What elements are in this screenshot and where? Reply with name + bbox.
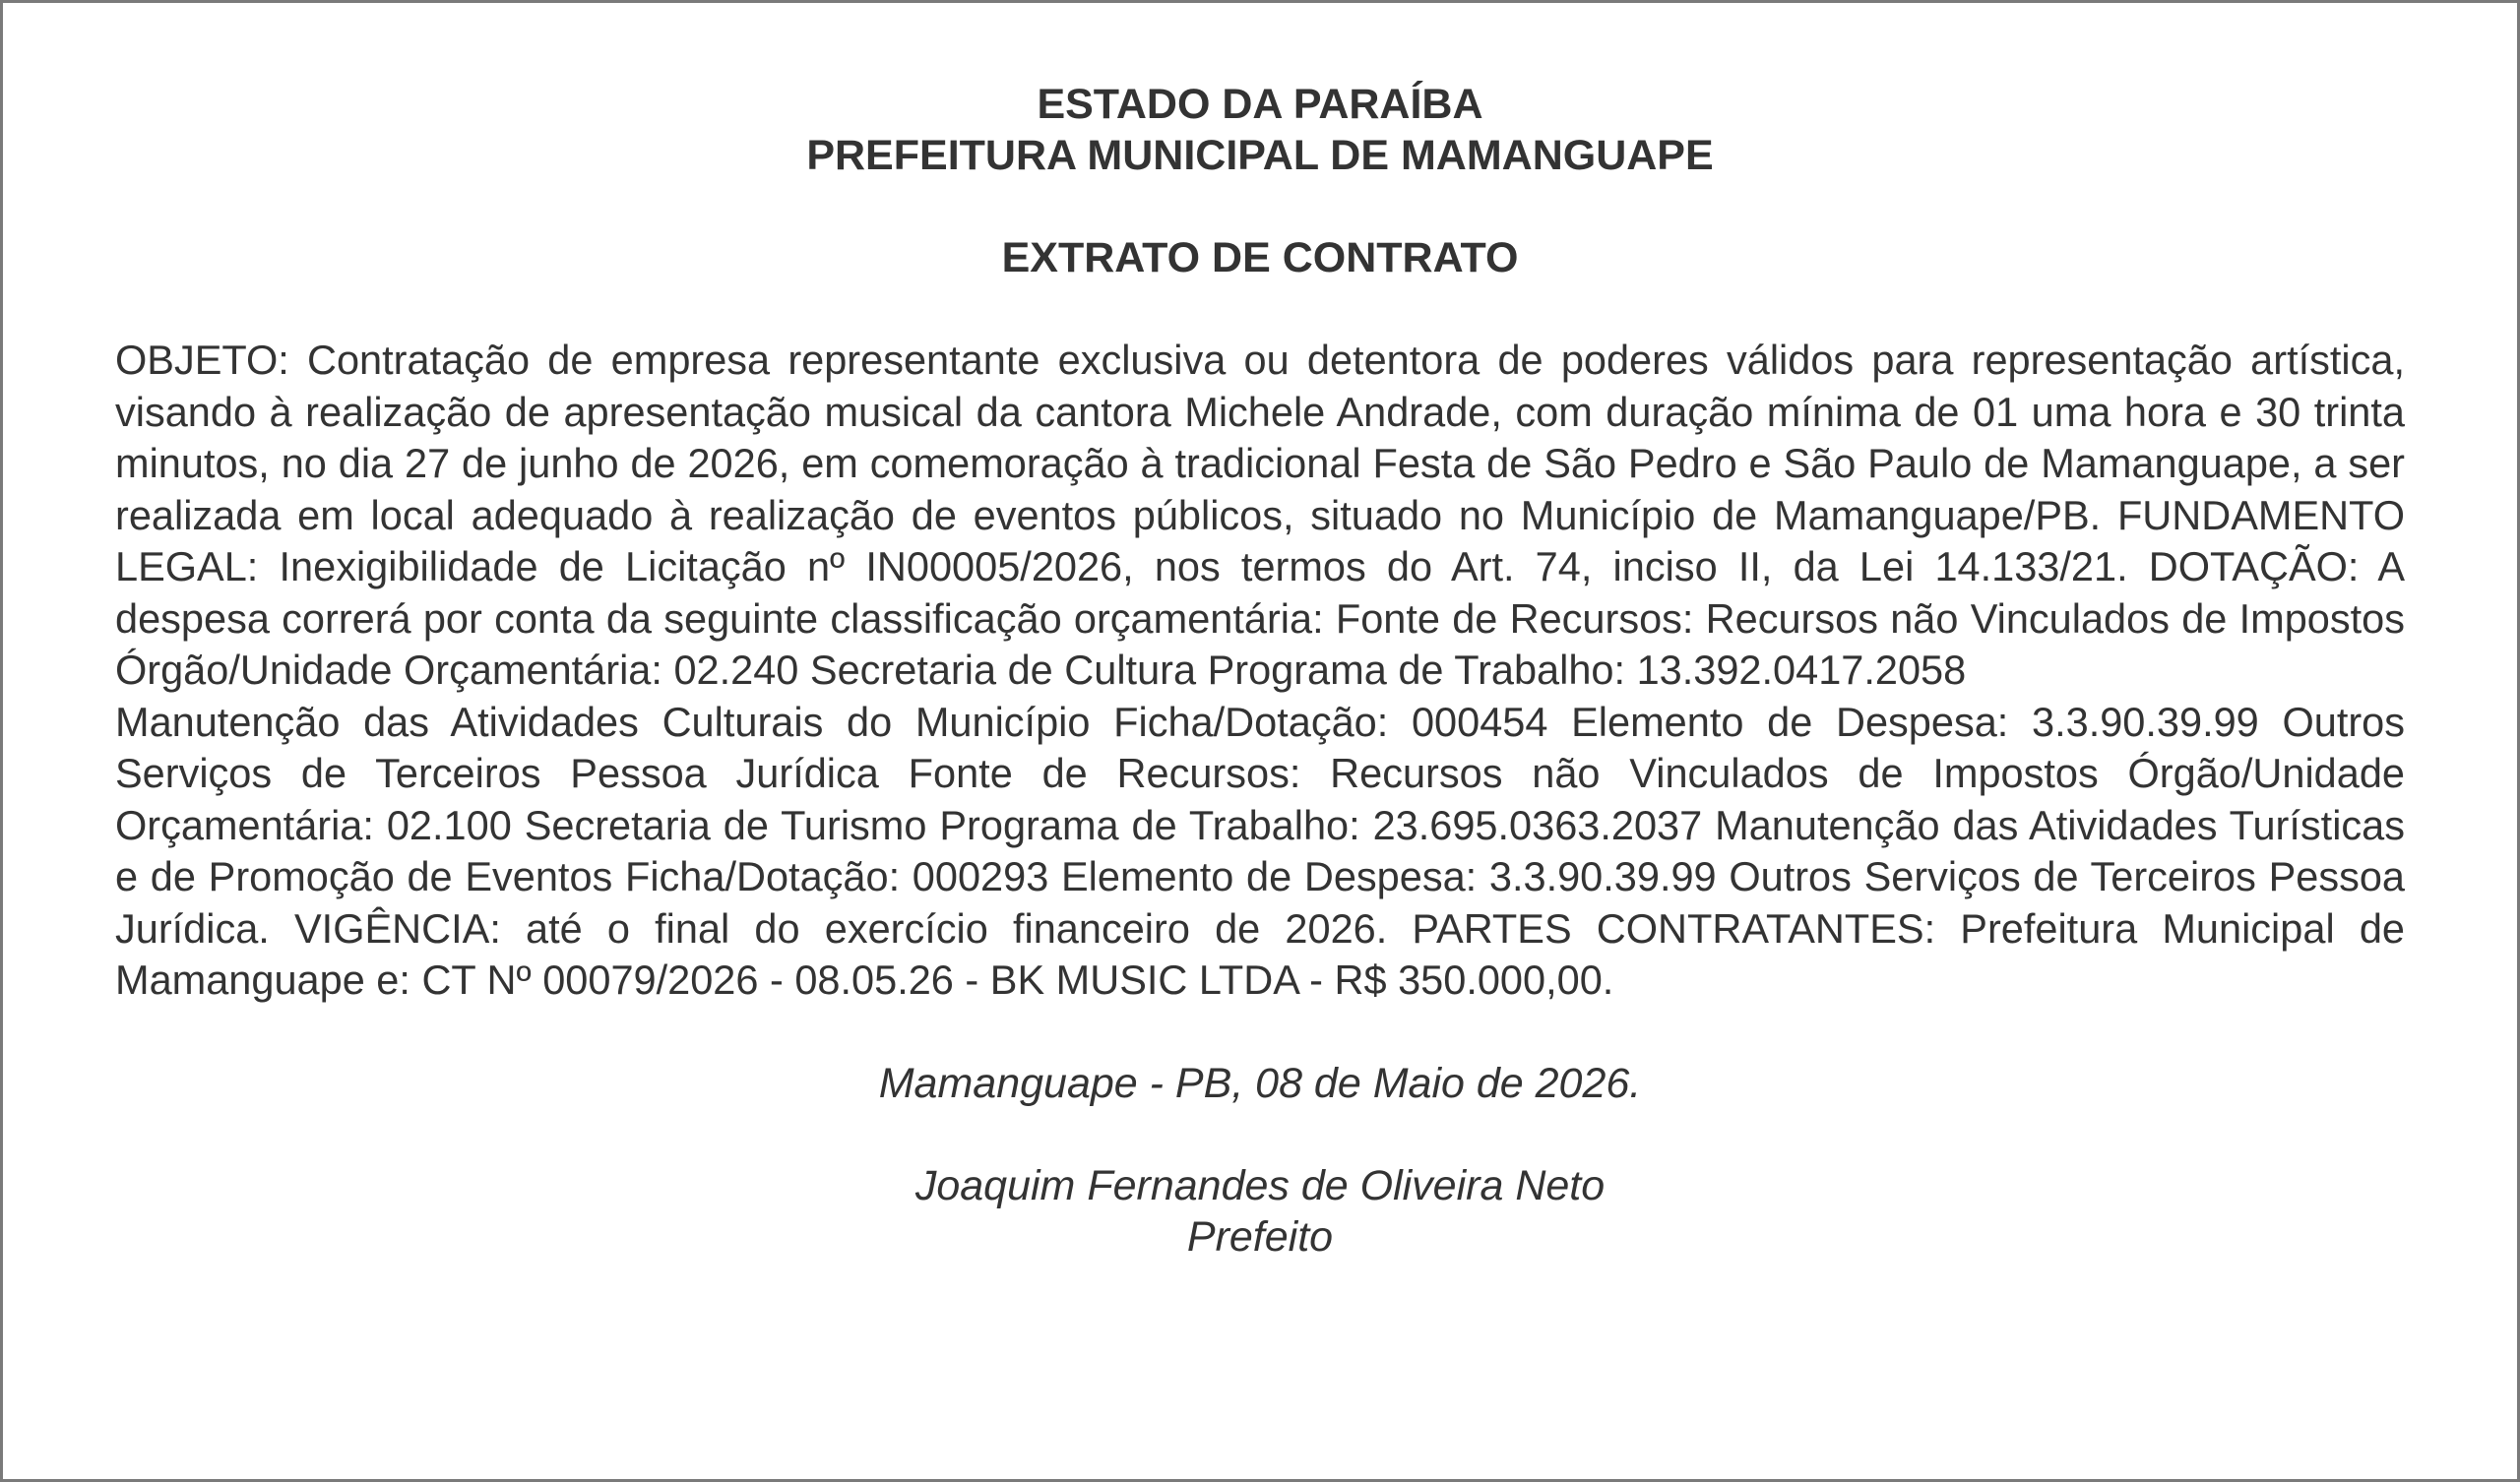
contract-paragraph-object: OBJETO: Contratação de empresa representante exclusiva ou detentora de poderes válidos para representação artística, visando à realização de apresentação musical da cantora Michele Andrade, com duração mínima de 01 uma hora e 30 trinta minutos, no dia 27 de junho de 2026, em comemoração à tradicional Festa de São Pedro e São Paulo de Mamanguape, a ser realizada em local adequado à realização de eventos públicos, situado no Município de Mamanguape/PB. FUNDAMENTO LEGAL: Inexigibilidade de Licitação nº IN00005/2026, nos termos do Art. 74, inciso II, da Lei 14.133/21. DOTAÇÃO: A despesa correrá por conta da seguinte classificação orçamentária: Fonte de Recursos: Recursos não Vinculados de Impostos Órgão/Unidade Orçamentária: 02.240 Secretaria de Cultura Programa de Trabalho: 13.392.0417.2058 — [115, 337, 2405, 693]
signer-role: Prefeito — [1186, 1212, 1334, 1261]
municipality-heading: PREFEITURA MUNICIPAL DE MAMANGUAPE — [806, 132, 1714, 179]
contract-body — [115, 335, 2405, 1007]
state-heading: ESTADO DA PARAÍBA — [1037, 81, 1483, 128]
document-title: EXTRATO DE CONTRATO — [1001, 234, 1519, 281]
signer-name: Joaquim Fernandes de Oliveira Neto — [914, 1161, 1606, 1209]
contract-extract — [115, 79, 2405, 1263]
contract-paragraph-budget: Manutenção das Atividades Culturais do Município Ficha/Dotação: 000454 Elemento de Despesa: 3.3.90.39.99 Outros Serviços de Terceiros Pessoa Jurídica Fonte de Recursos: Recursos não Vinculados de Impostos Órgão/Unidade Orçamentária: 02.100 Secretaria de Turismo Programa de Trabalho: 23.695.0363.2037 Manutenção das Atividades Turísticas e de Promoção de Eventos Ficha/Dotação: 000293 Elemento de Despesa: 3.3.90.39.99 Outros Serviços de Terceiros Pessoa Jurídica. VIGÊNCIA: até o final do exercício financeiro de 2026. PARTES CONTRATANTES: Prefeitura Municipal de Mamanguape e: CT Nº 00079/2026 - 08.05.26 - BK MUSIC LTDA - R$ 350.000,00. — [115, 698, 2405, 1003]
place-date: Mamanguape - PB, 08 de Maio de 2026. — [878, 1059, 1642, 1107]
